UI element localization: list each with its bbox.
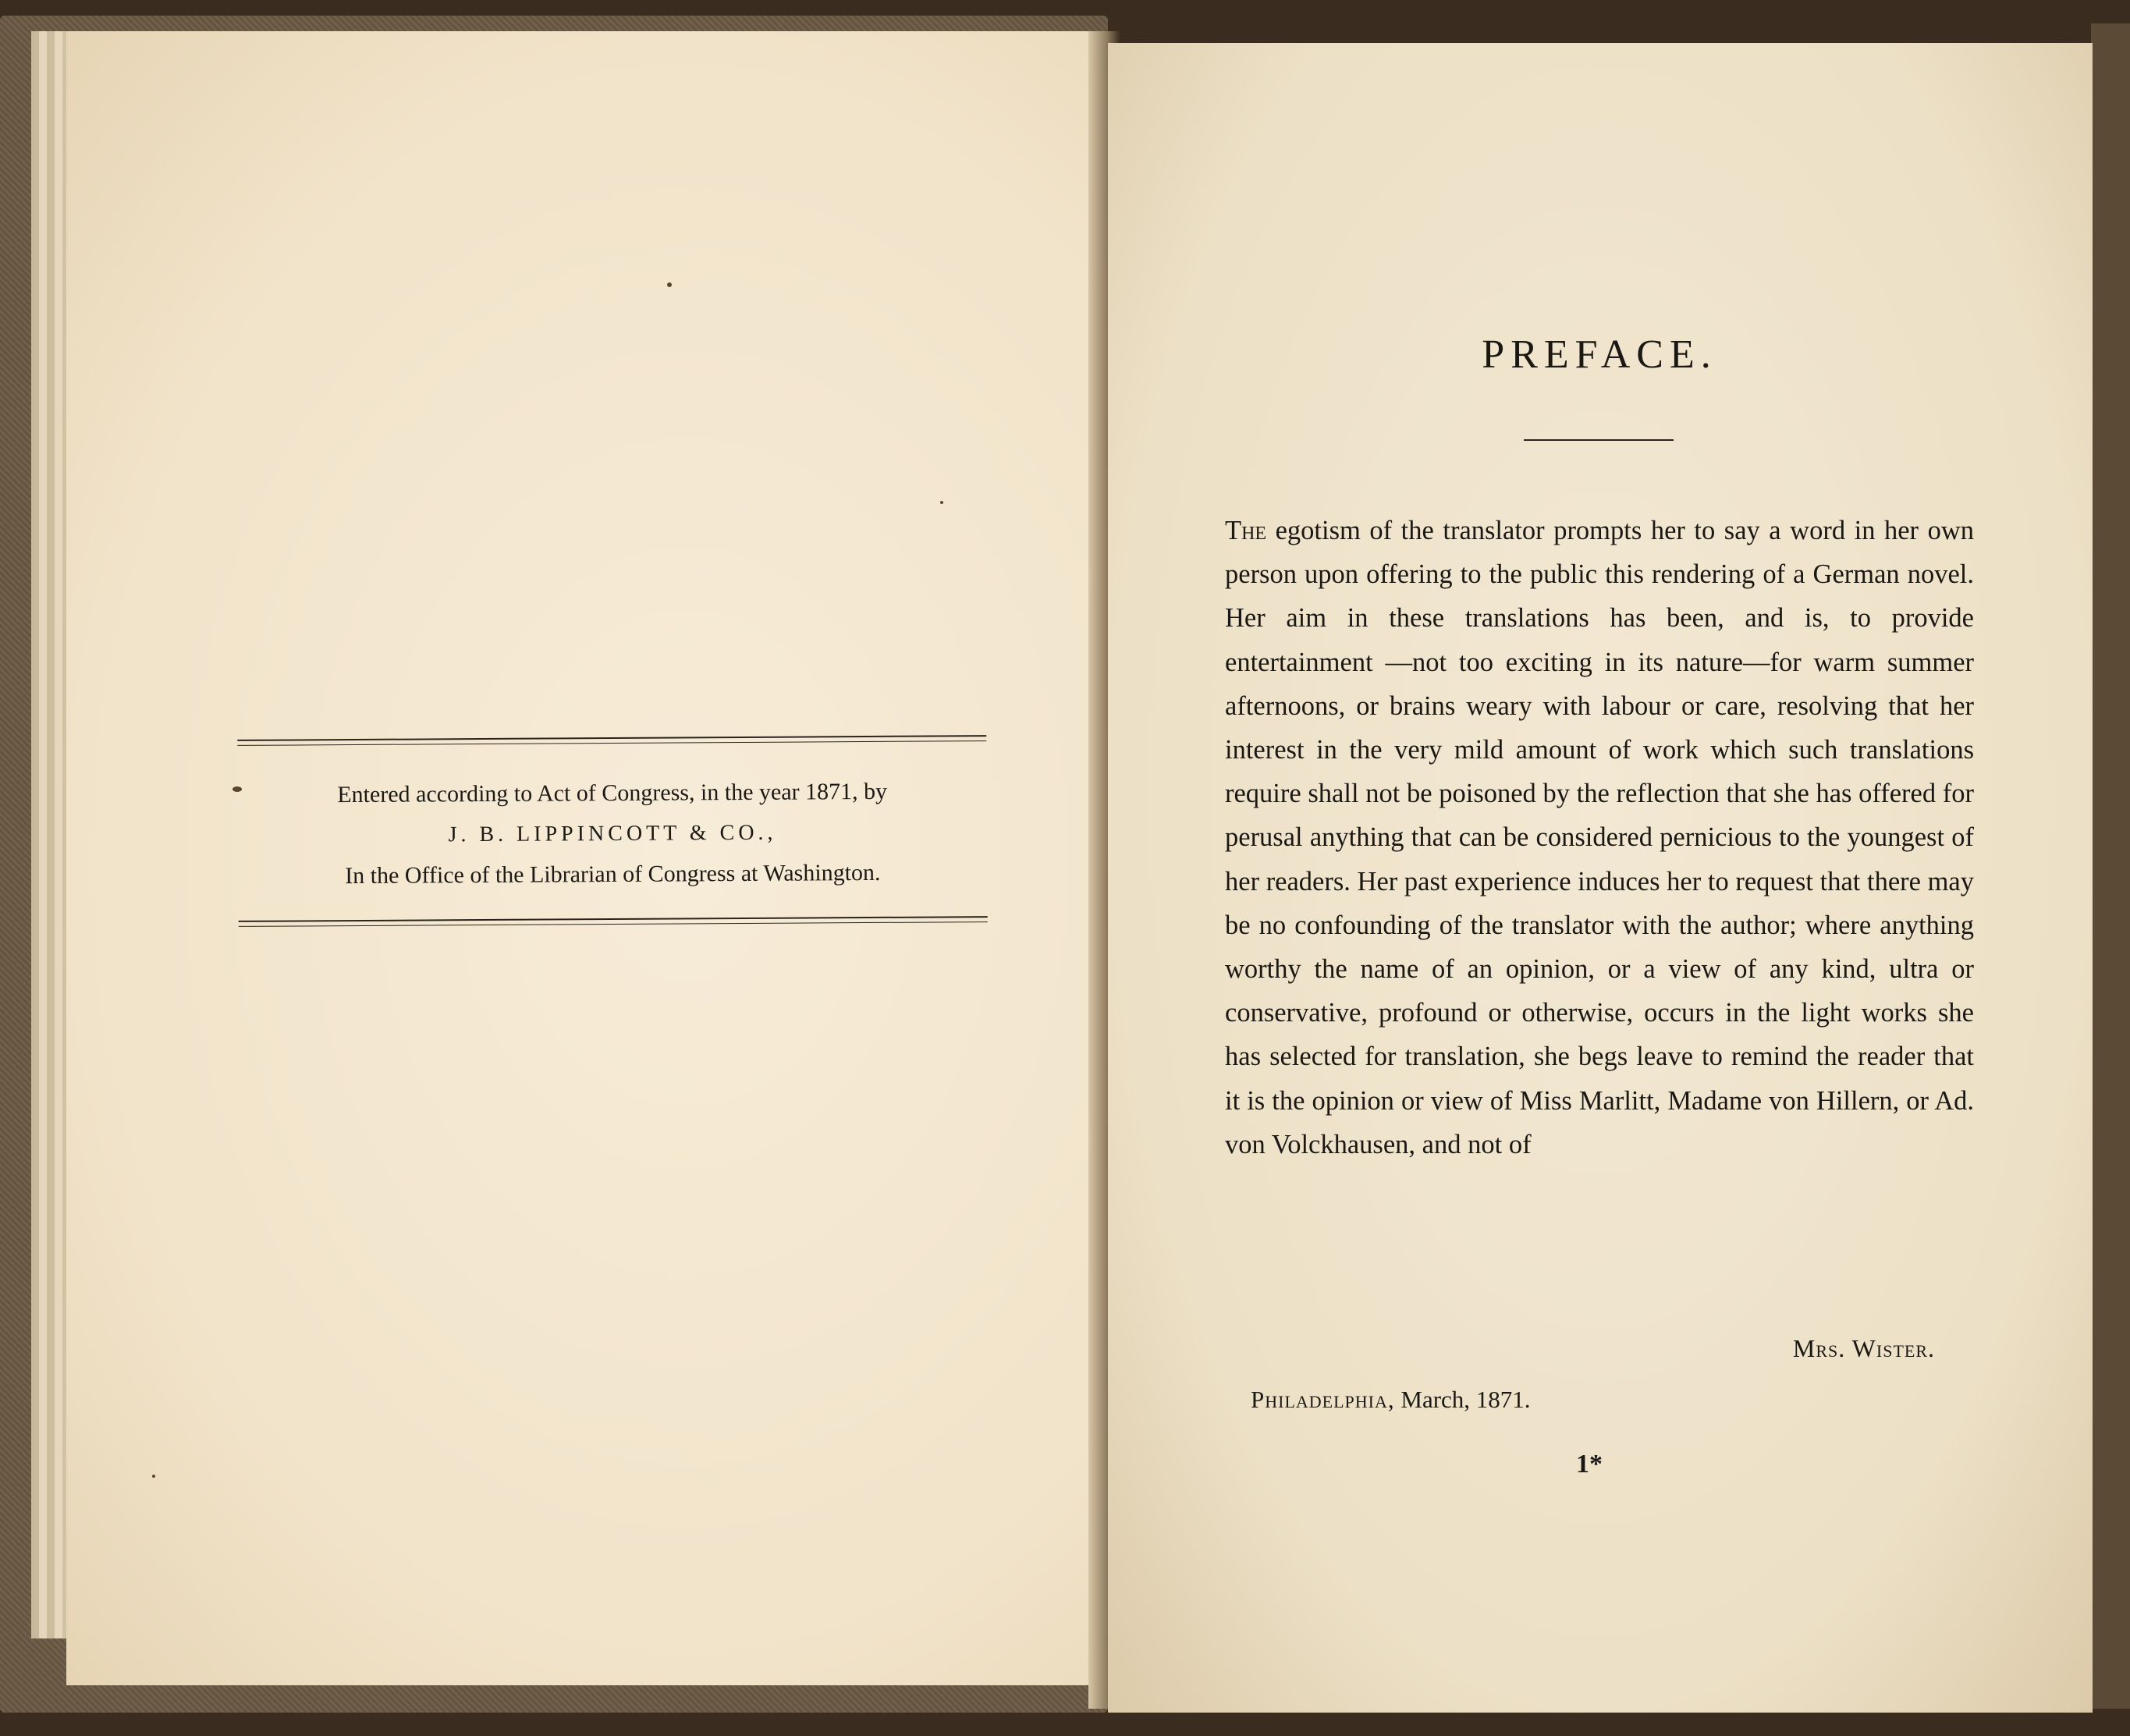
title-rule [1524, 439, 1674, 441]
paper-speck [152, 1475, 155, 1478]
dateline-place: Philadelphia, [1251, 1386, 1395, 1413]
preface-title: PREFACE. [1482, 332, 1717, 377]
paper-speck [667, 282, 672, 287]
preface-text: egotism of the translator prompts her to say a word in her own person upon offering to the public this rendering of a German novel. Her aim in these translations has been, and is, to provide entertainment —not too exciting in its nature—for warm summer afternoons, or brains weary with labour or care, resolving that her interest in the very mild amount of work which such translations require shall not be poisoned by the reflection that she has offered for perusal anything that can be considered pernicious to the youngest of her readers. Her past experience induces her to request that there may be no confounding of the translator with the author; where anything worthy the name of an opinion, or a view of any kind, ultra or conservative, profound or otherwise, occurs in the light works she has selected for translation, she begs leave to remind the reader that it is the opinion or view of Miss Marlitt, Madame von Hillern, or Ad. von Volckhausen, and not of [1225, 516, 1974, 1159]
copyright-notice [237, 735, 987, 927]
book-cover-right [2091, 23, 2130, 1709]
copyright-publisher: J. B. LIPPINCOTT & CO., [448, 820, 777, 847]
preface-signature: Mrs. Wister. [1792, 1334, 1935, 1362]
copyright-text [237, 741, 987, 921]
copyright-line-3: In the Office of the Librarian of Congress at Washington. [345, 859, 881, 889]
signature-mark: 1* [1576, 1450, 1603, 1479]
preface-lead-word: The [1225, 516, 1267, 545]
preface-dateline [1251, 1386, 1797, 1414]
copyright-line-1: Entered according to Act of Congress, in the year 1871, by [337, 778, 888, 808]
preface-body [1225, 509, 1974, 1166]
show-through-text [300, 211, 1003, 273]
paper-speck [940, 501, 943, 504]
paper-speck [233, 786, 242, 792]
dateline-date: March, 1871. [1394, 1386, 1531, 1413]
